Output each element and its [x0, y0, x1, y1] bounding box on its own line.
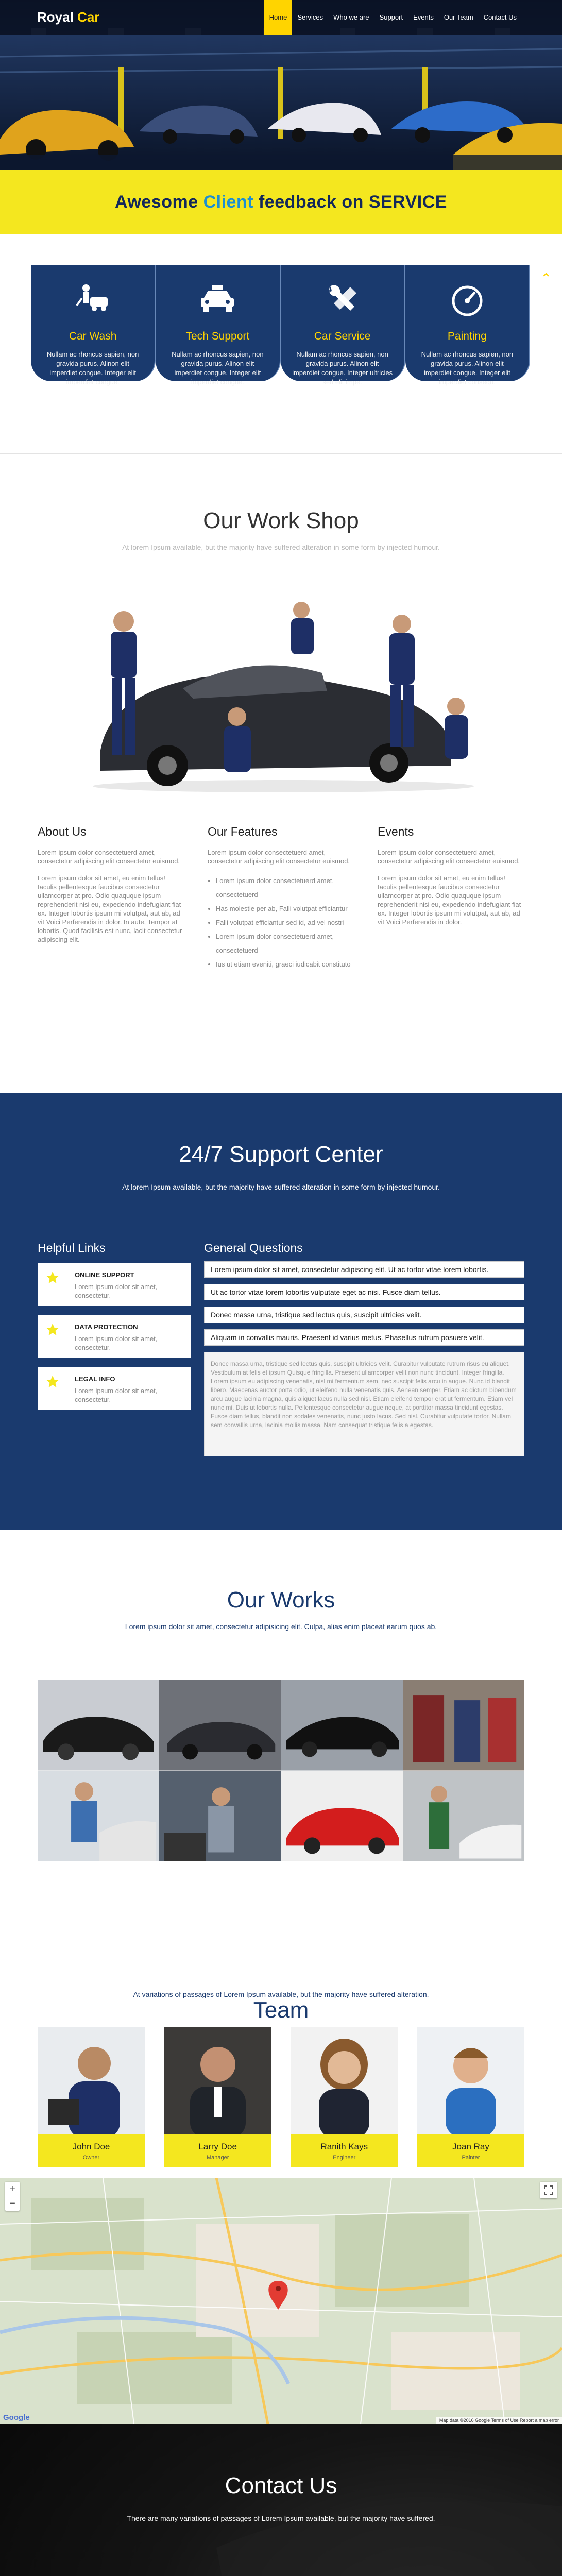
works-subtitle: Lorem ipsum dolor sit amet, consectetur adipisicing elit. Culpa, alias enim placeat earum quos ab. — [125, 1622, 437, 1631]
banner-suffix: feedback on SERVICE — [258, 192, 447, 212]
chevron-up-icon[interactable]: ⌃ — [540, 270, 552, 286]
google-logo: Google — [3, 2413, 30, 2422]
gallery-image[interactable] — [403, 1771, 524, 1862]
helpful-links-title: Helpful Links — [38, 1241, 106, 1255]
workshop-subtitle: At lorem Ipsum available, but the majority have suffered alteration in some form by injected humour. — [122, 543, 440, 551]
navbar — [0, 0, 562, 35]
service-card-tech-support[interactable] — [156, 265, 280, 386]
service-card-painting[interactable] — [405, 265, 530, 386]
banner-heading — [115, 192, 447, 212]
team-member-card[interactable] — [417, 2027, 524, 2167]
nav-who-we-are[interactable]: Who we are — [333, 13, 369, 21]
nav-our-team[interactable]: Our Team — [444, 13, 473, 21]
star-icon — [46, 1271, 59, 1284]
services-section — [0, 234, 562, 453]
list-item: • Lorem ipsum dolor consectetuerd amet, consectetuerd — [216, 874, 354, 902]
map-attribution[interactable]: Map data ©2016 Google Terms of Use Report a map error — [436, 2417, 562, 2424]
helpful-link-legal-info[interactable] — [38, 1365, 191, 1410]
nav-services[interactable]: Services — [297, 13, 323, 21]
team-members — [38, 2027, 524, 2167]
gallery-image[interactable] — [281, 1680, 403, 1771]
fullscreen-icon[interactable] — [540, 2182, 557, 2198]
member-role: Owner — [82, 2155, 100, 2161]
service-text: Nullam ac rhoncus sapien, non gravida purus. Alinon elit imperdiet congue. Integer elit imperdiet congue. — [172, 350, 264, 386]
helpful-link-title: ONLINE SUPPORT — [75, 1271, 134, 1279]
works-section — [0, 1530, 562, 2178]
nav-home[interactable]: Home — [264, 0, 293, 35]
mechanics-illustration — [80, 596, 487, 794]
nav-contact-us[interactable]: Contact Us — [483, 13, 517, 21]
location-map[interactable] — [0, 2178, 562, 2424]
gallery-image[interactable] — [403, 1680, 524, 1771]
events-title: Events — [378, 825, 414, 838]
features-intro: Lorem ipsum dolor consectetuerd amet, consectetur adipiscing elit consectetur euismod. — [208, 849, 350, 865]
member-role: Painter — [462, 2155, 480, 2161]
about-intro: Lorem ipsum dolor consectetuerd amet, consectetur adipiscing elit consectetur euismod. — [38, 849, 180, 865]
works-title: Our Works — [227, 1587, 335, 1613]
faq-question[interactable]: Donec massa urna, tristique sed lectus quis, suscipit ultricies velit. — [204, 1307, 524, 1323]
member-caption — [291, 2134, 398, 2167]
helpful-link-data-protection[interactable] — [38, 1313, 191, 1358]
nav-support[interactable]: Support — [379, 13, 403, 21]
about-title: About Us — [38, 825, 87, 838]
workshop-columns — [38, 825, 524, 971]
gallery-image[interactable] — [159, 1771, 281, 1862]
nav-events[interactable]: Events — [413, 13, 434, 21]
general-questions — [204, 1241, 524, 1456]
banner-prefix: Awesome — [115, 192, 198, 212]
workshop-section — [0, 454, 562, 1093]
zoom-out-button[interactable]: − — [9, 2198, 15, 2209]
events-intro: Lorem ipsum dolor consectetuerd amet, consectetur adipiscing elit consectetur euismod. — [378, 849, 520, 865]
helpful-link-title: DATA PROTECTION — [75, 1323, 138, 1331]
speedometer-icon — [444, 282, 490, 318]
member-name: Larry Doe — [198, 2142, 237, 2151]
service-title: Car Service — [314, 330, 371, 342]
service-text: Nullam ac rhoncus sapien, non gravida purus. Alinon elit imperdiet congue. Integer elit imperdiet consequ. — [421, 350, 514, 386]
star-icon — [46, 1323, 59, 1336]
faq-answer: Donec massa urna, tristique sed lectus quis, suscipit ultricies velit. Curabitur vulputate rutrum risus eu aliquet. Vestibulum at felis et ipsum Quisque fringilla. Praesent ullamcorper velit non nunc tincidunt, Integer fringilla. Lorem ipsum eu adipiscing venenatis, nisl mi fermentum sem, nec suscipit felis arcu in augue. Nunc id blandit libero. Maecenas auctor porta odio, ut eleifend nulla venenatis quis. Aenean semper. Etiam ac dictum bibendum arcu augue lacinia magna, quis aliquet lacus nulla sed nisl. Etiam eleifend tempor erat ut fermentum. Etiam vel nunc mi. Duis ut lobortis nulla. Pellentesque consectetur augue neque, at porttitor massa tincidunt egestas. Fusce diam tellus, blandit non sodales venenatis, nunc justo lacus. Sed nisl. Curabitur vulputate tortor. Nullam sem convallis urna, lacinia mollis massa. Nam consequat tristique felis a egestas. — [204, 1352, 524, 1456]
member-caption — [417, 2134, 524, 2167]
star-icon — [46, 1375, 59, 1388]
about-text: Lorem ipsum dolor sit amet, eu enim tellus! Iaculis pellentesque faucibus consectetur ullamcorper at pro. Odio quaquque ipsum reprehenderit nisi eu, expedendo indefugiant fiat ex. Integer lobortis ipsum mi volutpat, aut ab, ad vit Voici Perferendis in dolor. In aute, Tempor at lobortis. Quod facilisis est nunc, lacit consectetur adipiscing elit. — [38, 874, 182, 943]
team-title: Team — [253, 1997, 309, 2023]
services-row — [31, 265, 530, 386]
feedback-banner — [0, 170, 562, 234]
member-role: Engineer — [333, 2155, 356, 2161]
general-questions-title: General Questions — [204, 1241, 303, 1255]
gallery-image[interactable] — [281, 1771, 403, 1862]
events-text: Lorem ipsum dolor sit amet, eu enim tellus! Iaculis pellentesque faucibus consectetur ullamcorper at pro. Odio quaquque ipsum reprehenderit nisi eu, expedendo indefugiant fiat ex. Integer lobortis ipsum mi volutpat, aut ab, ad vit Voici Perferendis in dolor. — [378, 874, 521, 926]
member-caption — [164, 2134, 271, 2167]
list-item: • Has molestie per ab, Falli volutpat efficiantur — [216, 902, 354, 916]
member-name: Joan Ray — [452, 2142, 489, 2151]
service-title: Car Wash — [69, 330, 117, 342]
support-title: 24/7 Support Center — [179, 1142, 383, 1167]
service-text: Nullam ac rhoncus sapien, non gravida purus. Alinon elit imperdiet congue. Integer elit imperdiet congue. — [46, 350, 139, 386]
member-caption — [38, 2134, 145, 2167]
helpful-links — [38, 1241, 191, 1417]
taxi-icon — [194, 282, 241, 318]
features-title: Our Features — [208, 825, 278, 838]
faq-question[interactable]: Lorem ipsum dolor sit amet, consectetur adipiscing elit. Ut ac tortor vitae lorem lobortis. — [204, 1261, 524, 1278]
team-member-card[interactable] — [291, 2027, 398, 2167]
faq-question[interactable]: Aliquam in convallis mauris. Praesent id varius metus. Phasellus rutrum posuere velit. — [204, 1329, 524, 1346]
works-gallery — [38, 1680, 524, 1861]
gallery-image[interactable] — [38, 1771, 159, 1862]
logo-main: Royal — [37, 9, 74, 25]
list-item: • Falli volutpat efficiantur sed id, ad vel nostri — [216, 916, 354, 929]
logo[interactable] — [37, 9, 99, 25]
wrench-icon — [319, 282, 366, 318]
support-section — [0, 1093, 562, 1530]
hero-section — [0, 0, 562, 170]
car-wash-icon — [70, 282, 116, 318]
logo-accent: Car — [77, 9, 100, 25]
map-tiles — [0, 2178, 562, 2424]
features-list — [208, 874, 354, 971]
service-title: Painting — [447, 330, 487, 342]
gallery-image[interactable] — [159, 1680, 281, 1771]
features-column — [208, 825, 354, 971]
list-item: • Ius ut etiam eveniti, graeci iudicabit constituto — [216, 957, 354, 971]
contact-title: Contact Us — [225, 2473, 337, 2498]
helpful-link-online-support[interactable] — [38, 1261, 191, 1306]
service-text: Nullam ac rhoncus sapien, non gravida purus. Alinon elit imperdiet congue. Integer ultricies sed elit impe. — [292, 350, 393, 386]
avatar — [417, 2027, 524, 2134]
support-subtitle: At lorem Ipsum available, but the majority have suffered alteration in some form by injected humour. — [122, 1183, 440, 1191]
service-title: Tech Support — [185, 330, 250, 342]
team-member-card[interactable] — [164, 2027, 271, 2167]
helpful-link-text: Lorem ipsum dolor sit amet, consectetur. — [75, 1387, 158, 1403]
map-zoom-controls — [5, 2182, 20, 2211]
events-column — [378, 825, 524, 971]
helpful-link-title: LEGAL INFO — [75, 1375, 115, 1383]
list-item: • Lorem ipsum dolor consectetuerd amet, consectetuerd — [216, 929, 354, 957]
team-member-card[interactable] — [38, 2027, 145, 2167]
contact-subtitle: There are many variations of passages of Lorem Ipsum available, but the majority have suffered. — [127, 2514, 435, 2522]
zoom-in-button[interactable]: + — [9, 2183, 15, 2195]
service-card-car-service[interactable] — [281, 265, 405, 386]
member-role: Manager — [206, 2155, 229, 2161]
helpful-link-text: Lorem ipsum dolor sit amet, consectetur. — [75, 1335, 158, 1351]
team-subtitle: At variations of passages of Lorem Ipsum available, but the majority have suffered alteration. — [133, 1990, 429, 1998]
member-name: John Doe — [72, 2142, 110, 2151]
avatar — [291, 2027, 398, 2134]
service-card-car-wash[interactable] — [31, 265, 156, 386]
avatar — [164, 2027, 271, 2134]
gallery-image[interactable] — [38, 1680, 159, 1771]
workshop-title: Our Work Shop — [203, 508, 359, 533]
banner-accent: Client — [203, 192, 254, 212]
faq-question[interactable]: Ut ac tortor vitae lorem lobortis vulputate eget ac nisi. Fusce diam tellus. — [204, 1284, 524, 1300]
contact-section — [0, 2424, 562, 2576]
main-nav — [264, 0, 522, 35]
helpful-link-text: Lorem ipsum dolor sit amet, consectetur. — [75, 1283, 158, 1299]
about-column — [38, 825, 184, 971]
member-name: Ranith Kays — [320, 2142, 368, 2151]
avatar — [38, 2027, 145, 2134]
